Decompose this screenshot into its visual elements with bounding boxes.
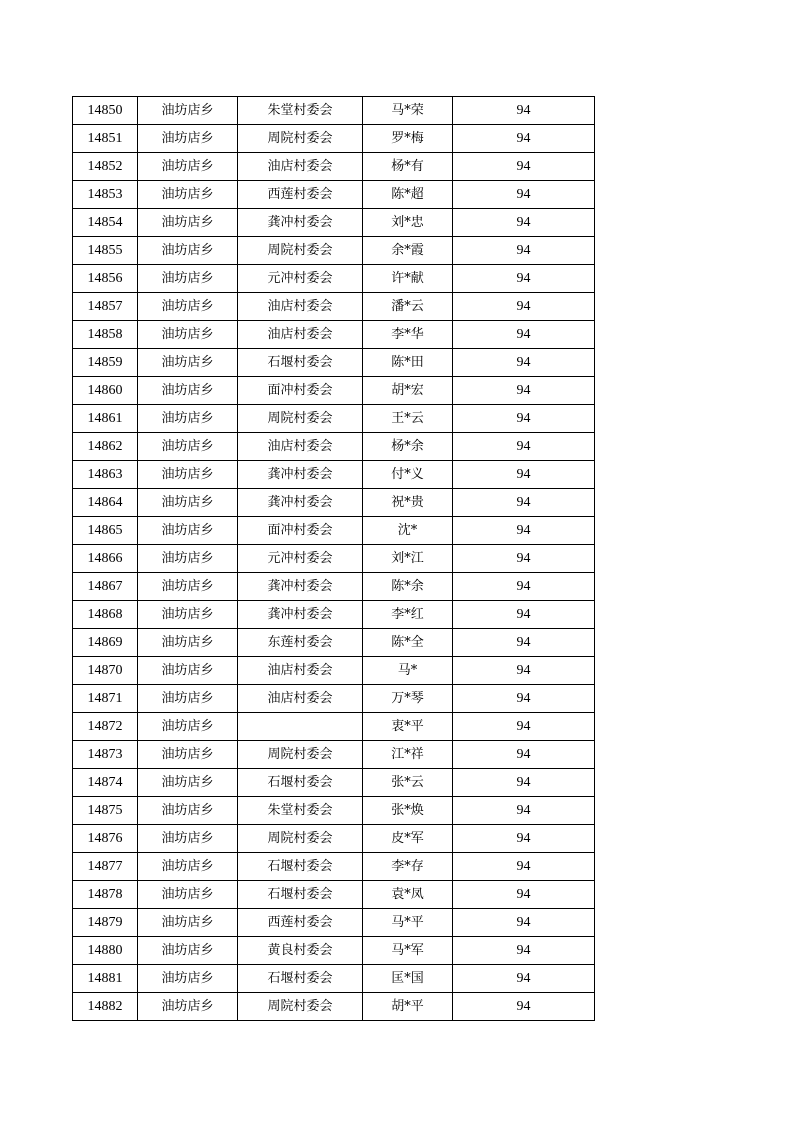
cell-score: 94 bbox=[453, 489, 595, 517]
cell-name: 胡*宏 bbox=[363, 377, 453, 405]
cell-name: 马*军 bbox=[363, 937, 453, 965]
cell-town: 油坊店乡 bbox=[138, 349, 238, 377]
cell-id: 14878 bbox=[73, 881, 138, 909]
cell-village: 元冲村委会 bbox=[238, 265, 363, 293]
cell-score: 94 bbox=[453, 517, 595, 545]
cell-score: 94 bbox=[453, 825, 595, 853]
cell-score: 94 bbox=[453, 797, 595, 825]
cell-id: 14879 bbox=[73, 909, 138, 937]
data-table bbox=[72, 96, 595, 1021]
cell-village: 东莲村委会 bbox=[238, 629, 363, 657]
cell-id: 14865 bbox=[73, 517, 138, 545]
cell-score: 94 bbox=[453, 853, 595, 881]
cell-score: 94 bbox=[453, 601, 595, 629]
cell-town: 油坊店乡 bbox=[138, 153, 238, 181]
cell-id: 14867 bbox=[73, 573, 138, 601]
cell-id: 14868 bbox=[73, 601, 138, 629]
cell-town: 油坊店乡 bbox=[138, 209, 238, 237]
cell-score: 94 bbox=[453, 937, 595, 965]
cell-name: 袁*凤 bbox=[363, 881, 453, 909]
table-row bbox=[73, 741, 595, 769]
cell-name: 马*平 bbox=[363, 909, 453, 937]
cell-score: 94 bbox=[453, 349, 595, 377]
table-row bbox=[73, 349, 595, 377]
cell-id: 14871 bbox=[73, 685, 138, 713]
cell-name: 陈*全 bbox=[363, 629, 453, 657]
table-row bbox=[73, 713, 595, 741]
cell-village: 油店村委会 bbox=[238, 657, 363, 685]
cell-village: 面冲村委会 bbox=[238, 517, 363, 545]
cell-score: 94 bbox=[453, 153, 595, 181]
table-row bbox=[73, 125, 595, 153]
cell-village: 朱堂村委会 bbox=[238, 97, 363, 125]
cell-id: 14855 bbox=[73, 237, 138, 265]
cell-id: 14856 bbox=[73, 265, 138, 293]
cell-town: 油坊店乡 bbox=[138, 461, 238, 489]
table-row bbox=[73, 881, 595, 909]
table-row bbox=[73, 293, 595, 321]
cell-id: 14853 bbox=[73, 181, 138, 209]
cell-name: 刘*忠 bbox=[363, 209, 453, 237]
cell-score: 94 bbox=[453, 433, 595, 461]
cell-town: 油坊店乡 bbox=[138, 517, 238, 545]
cell-village: 西莲村委会 bbox=[238, 181, 363, 209]
cell-score: 94 bbox=[453, 909, 595, 937]
cell-id: 14863 bbox=[73, 461, 138, 489]
cell-id: 14862 bbox=[73, 433, 138, 461]
table-row bbox=[73, 461, 595, 489]
cell-score: 94 bbox=[453, 209, 595, 237]
cell-score: 94 bbox=[453, 685, 595, 713]
cell-name: 李*华 bbox=[363, 321, 453, 349]
cell-score: 94 bbox=[453, 881, 595, 909]
table-body bbox=[73, 97, 595, 1021]
cell-score: 94 bbox=[453, 265, 595, 293]
cell-id: 14860 bbox=[73, 377, 138, 405]
cell-score: 94 bbox=[453, 769, 595, 797]
cell-name: 陈*余 bbox=[363, 573, 453, 601]
cell-name: 张*云 bbox=[363, 769, 453, 797]
table-row bbox=[73, 433, 595, 461]
cell-score: 94 bbox=[453, 377, 595, 405]
table-row bbox=[73, 545, 595, 573]
cell-town: 油坊店乡 bbox=[138, 825, 238, 853]
cell-town: 油坊店乡 bbox=[138, 573, 238, 601]
cell-name: 李*存 bbox=[363, 853, 453, 881]
cell-id: 14869 bbox=[73, 629, 138, 657]
cell-town: 油坊店乡 bbox=[138, 993, 238, 1021]
cell-name: 沈* bbox=[363, 517, 453, 545]
cell-town: 油坊店乡 bbox=[138, 741, 238, 769]
cell-village: 周院村委会 bbox=[238, 825, 363, 853]
cell-score: 94 bbox=[453, 741, 595, 769]
table-row bbox=[73, 797, 595, 825]
cell-score: 94 bbox=[453, 293, 595, 321]
cell-name: 马*荣 bbox=[363, 97, 453, 125]
cell-name: 付*义 bbox=[363, 461, 453, 489]
table-row bbox=[73, 965, 595, 993]
cell-village: 周院村委会 bbox=[238, 237, 363, 265]
cell-town: 油坊店乡 bbox=[138, 377, 238, 405]
cell-town: 油坊店乡 bbox=[138, 181, 238, 209]
cell-village: 石堰村委会 bbox=[238, 349, 363, 377]
cell-id: 14882 bbox=[73, 993, 138, 1021]
cell-id: 14870 bbox=[73, 657, 138, 685]
cell-town: 油坊店乡 bbox=[138, 433, 238, 461]
cell-town: 油坊店乡 bbox=[138, 293, 238, 321]
cell-name: 许*献 bbox=[363, 265, 453, 293]
cell-name: 李*红 bbox=[363, 601, 453, 629]
cell-score: 94 bbox=[453, 321, 595, 349]
cell-name: 江*祥 bbox=[363, 741, 453, 769]
cell-town: 油坊店乡 bbox=[138, 965, 238, 993]
cell-village: 元冲村委会 bbox=[238, 545, 363, 573]
cell-name: 杨*余 bbox=[363, 433, 453, 461]
cell-score: 94 bbox=[453, 125, 595, 153]
cell-town: 油坊店乡 bbox=[138, 237, 238, 265]
cell-town: 油坊店乡 bbox=[138, 685, 238, 713]
cell-village: 石堰村委会 bbox=[238, 853, 363, 881]
cell-village: 龚冲村委会 bbox=[238, 489, 363, 517]
cell-town: 油坊店乡 bbox=[138, 489, 238, 517]
cell-town: 油坊店乡 bbox=[138, 405, 238, 433]
cell-score: 94 bbox=[453, 629, 595, 657]
cell-village: 朱堂村委会 bbox=[238, 797, 363, 825]
cell-name: 王*云 bbox=[363, 405, 453, 433]
cell-village: 龚冲村委会 bbox=[238, 601, 363, 629]
table-row bbox=[73, 209, 595, 237]
cell-id: 14877 bbox=[73, 853, 138, 881]
table-row bbox=[73, 181, 595, 209]
table-row bbox=[73, 377, 595, 405]
cell-score: 94 bbox=[453, 237, 595, 265]
cell-town: 油坊店乡 bbox=[138, 629, 238, 657]
cell-village: 油店村委会 bbox=[238, 321, 363, 349]
cell-id: 14852 bbox=[73, 153, 138, 181]
cell-id: 14880 bbox=[73, 937, 138, 965]
table-row bbox=[73, 153, 595, 181]
table-row bbox=[73, 573, 595, 601]
cell-name: 马* bbox=[363, 657, 453, 685]
cell-town: 油坊店乡 bbox=[138, 853, 238, 881]
cell-id: 14851 bbox=[73, 125, 138, 153]
cell-village: 面冲村委会 bbox=[238, 377, 363, 405]
table-row bbox=[73, 993, 595, 1021]
table-row bbox=[73, 769, 595, 797]
table-row bbox=[73, 853, 595, 881]
cell-score: 94 bbox=[453, 97, 595, 125]
cell-village: 周院村委会 bbox=[238, 125, 363, 153]
cell-village bbox=[238, 713, 363, 741]
table-row bbox=[73, 265, 595, 293]
cell-score: 94 bbox=[453, 405, 595, 433]
cell-town: 油坊店乡 bbox=[138, 265, 238, 293]
cell-village: 石堰村委会 bbox=[238, 769, 363, 797]
cell-id: 14854 bbox=[73, 209, 138, 237]
cell-village: 周院村委会 bbox=[238, 405, 363, 433]
cell-id: 14872 bbox=[73, 713, 138, 741]
table-row bbox=[73, 629, 595, 657]
cell-id: 14850 bbox=[73, 97, 138, 125]
table-row bbox=[73, 601, 595, 629]
cell-village: 油店村委会 bbox=[238, 433, 363, 461]
cell-id: 14876 bbox=[73, 825, 138, 853]
cell-village: 西莲村委会 bbox=[238, 909, 363, 937]
cell-id: 14864 bbox=[73, 489, 138, 517]
table-row bbox=[73, 937, 595, 965]
cell-town: 油坊店乡 bbox=[138, 769, 238, 797]
table-row bbox=[73, 685, 595, 713]
cell-town: 油坊店乡 bbox=[138, 601, 238, 629]
cell-id: 14866 bbox=[73, 545, 138, 573]
cell-name: 匡*国 bbox=[363, 965, 453, 993]
cell-town: 油坊店乡 bbox=[138, 321, 238, 349]
cell-name: 罗*梅 bbox=[363, 125, 453, 153]
table-row bbox=[73, 321, 595, 349]
table-row bbox=[73, 405, 595, 433]
cell-village: 石堰村委会 bbox=[238, 965, 363, 993]
cell-score: 94 bbox=[453, 461, 595, 489]
cell-village: 石堰村委会 bbox=[238, 881, 363, 909]
cell-id: 14875 bbox=[73, 797, 138, 825]
table-row bbox=[73, 237, 595, 265]
cell-name: 陈*超 bbox=[363, 181, 453, 209]
cell-score: 94 bbox=[453, 965, 595, 993]
cell-town: 油坊店乡 bbox=[138, 97, 238, 125]
cell-id: 14859 bbox=[73, 349, 138, 377]
cell-name: 刘*江 bbox=[363, 545, 453, 573]
cell-village: 龚冲村委会 bbox=[238, 461, 363, 489]
cell-village: 黄良村委会 bbox=[238, 937, 363, 965]
cell-score: 94 bbox=[453, 573, 595, 601]
cell-town: 油坊店乡 bbox=[138, 909, 238, 937]
cell-town: 油坊店乡 bbox=[138, 545, 238, 573]
table-row bbox=[73, 489, 595, 517]
cell-score: 94 bbox=[453, 545, 595, 573]
table-row bbox=[73, 825, 595, 853]
table-row bbox=[73, 517, 595, 545]
cell-score: 94 bbox=[453, 181, 595, 209]
cell-score: 94 bbox=[453, 713, 595, 741]
cell-town: 油坊店乡 bbox=[138, 125, 238, 153]
cell-name: 余*霞 bbox=[363, 237, 453, 265]
cell-town: 油坊店乡 bbox=[138, 713, 238, 741]
cell-name: 胡*平 bbox=[363, 993, 453, 1021]
cell-town: 油坊店乡 bbox=[138, 657, 238, 685]
table-row bbox=[73, 657, 595, 685]
table-row bbox=[73, 97, 595, 125]
cell-name: 皮*军 bbox=[363, 825, 453, 853]
cell-village: 龚冲村委会 bbox=[238, 573, 363, 601]
cell-name: 祝*贵 bbox=[363, 489, 453, 517]
cell-village: 龚冲村委会 bbox=[238, 209, 363, 237]
cell-id: 14873 bbox=[73, 741, 138, 769]
cell-score: 94 bbox=[453, 993, 595, 1021]
cell-town: 油坊店乡 bbox=[138, 937, 238, 965]
cell-id: 14881 bbox=[73, 965, 138, 993]
cell-town: 油坊店乡 bbox=[138, 881, 238, 909]
cell-town: 油坊店乡 bbox=[138, 797, 238, 825]
cell-id: 14857 bbox=[73, 293, 138, 321]
cell-score: 94 bbox=[453, 657, 595, 685]
cell-village: 油店村委会 bbox=[238, 685, 363, 713]
cell-id: 14858 bbox=[73, 321, 138, 349]
cell-id: 14874 bbox=[73, 769, 138, 797]
cell-village: 周院村委会 bbox=[238, 741, 363, 769]
cell-name: 潘*云 bbox=[363, 293, 453, 321]
cell-name: 衷*平 bbox=[363, 713, 453, 741]
cell-village: 油店村委会 bbox=[238, 293, 363, 321]
cell-village: 油店村委会 bbox=[238, 153, 363, 181]
cell-id: 14861 bbox=[73, 405, 138, 433]
cell-name: 万*琴 bbox=[363, 685, 453, 713]
table-row bbox=[73, 909, 595, 937]
cell-name: 杨*有 bbox=[363, 153, 453, 181]
cell-village: 周院村委会 bbox=[238, 993, 363, 1021]
cell-name: 陈*田 bbox=[363, 349, 453, 377]
cell-name: 张*焕 bbox=[363, 797, 453, 825]
